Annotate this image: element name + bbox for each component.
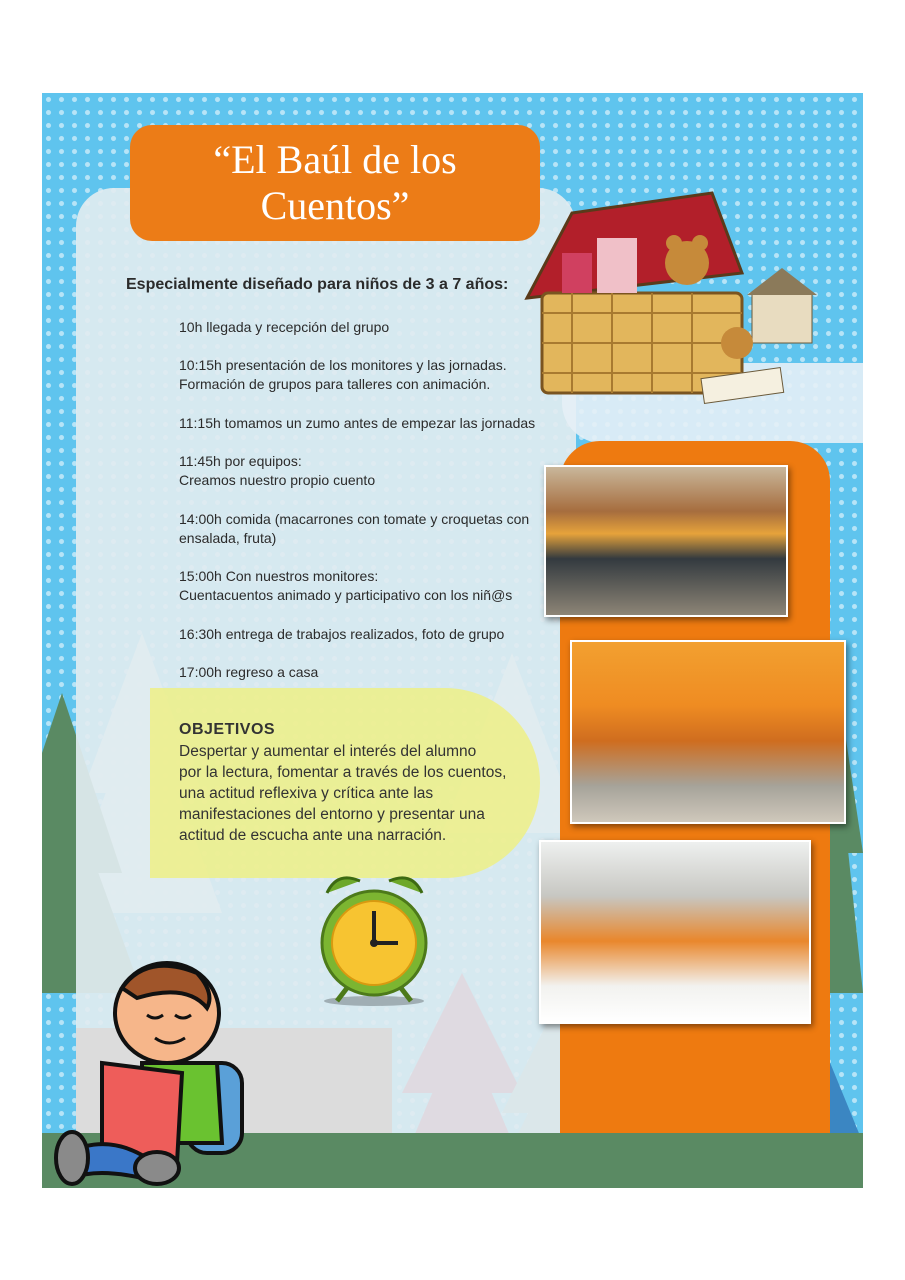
schedule-item [179,663,579,682]
objectives-line: Despertar y aumentar el interés del alumno [179,743,477,760]
schedule-line: 16:30h entrega de trabajos realizados, foto de grupo [179,626,505,642]
schedule-line: Creamos nuestro propio cuento [179,472,376,488]
schedule-line: 11:15h tomamos un zumo antes de empezar las jornadas [179,415,536,431]
schedule-item [179,318,579,337]
flyer [42,93,863,1188]
schedule-item [179,356,579,394]
schedule-line: 10:15h presentación de los monitores y las jornadas. [179,357,507,373]
objectives-line: manifestaciones del entorno y presentar una [179,806,485,823]
schedule-item [179,510,579,548]
alarm-clock-icon [312,863,437,1008]
objectives-heading: OBJETIVOS [179,721,276,738]
objectives-line: una actitud reflexiva y crítica ante las [179,785,434,802]
subtitle: Especialmente diseñado para niños de 3 a 7 años: [126,276,509,293]
schedule-item [179,452,579,490]
objectives-text [179,741,519,846]
title-banner [130,125,540,241]
schedule-line: 14:00h comida (macarrones con tomate y croquetas con [179,511,530,527]
schedule-line: 10h llegada y recepción del grupo [179,319,390,335]
group-photo-costumes [544,465,788,617]
schedule-line: 15:00h Con nuestros monitores: [179,568,379,584]
group-photo-dressed-up-adults [539,840,811,1024]
schedule-item [179,625,579,644]
page-title: “El Baúl de los Cuentos” [213,137,457,228]
objectives-line: por la lectura, fomentar a través de los cuentos, [179,764,507,781]
schedule-line: ensalada, fruta) [179,530,277,546]
boy-reading-icon [47,953,272,1188]
schedule-line: 17:00h regreso a casa [179,664,319,680]
group-photo-orange-shirts [570,640,846,824]
schedule-line: Cuentacuentos animado y participativo con los niñ@s [179,587,513,603]
schedule-line: Formación de grupos para talleres con animación. [179,376,491,392]
schedule-line: 11:45h por equipos: [179,453,302,469]
objectives-line: actitud de escucha ante una narración. [179,827,447,844]
schedule-item [179,567,579,605]
schedule-item [179,414,579,433]
